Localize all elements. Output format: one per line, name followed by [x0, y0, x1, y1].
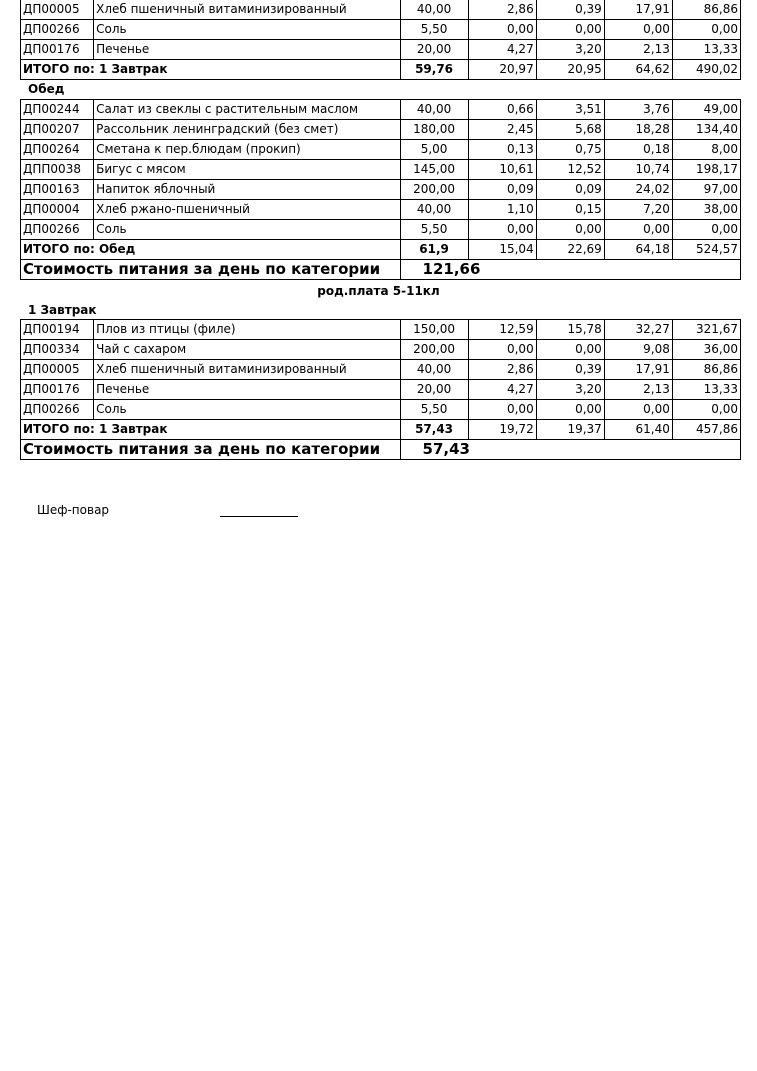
- dish-fat: 0,39: [536, 360, 604, 380]
- dish-mass: 200,00: [400, 180, 468, 200]
- dish-fat: 3,20: [536, 380, 604, 400]
- dish-name: Хлеб пшеничный витаминизированный: [94, 360, 400, 380]
- dish-fat: 0,00: [536, 400, 604, 420]
- dish-protein: 2,86: [468, 360, 536, 380]
- dish-carbs: 17,91: [604, 0, 672, 20]
- dish-code: ДП00163: [21, 180, 94, 200]
- dish-name: Хлеб ржано-пшеничный: [94, 200, 400, 220]
- dish-mass: 20,00: [400, 380, 468, 400]
- dish-fat: 12,52: [536, 160, 604, 180]
- table-row: [21, 200, 741, 220]
- table-row: [21, 220, 741, 240]
- dish-name: Салат из свеклы с растительным маслом: [94, 100, 400, 120]
- dish-protein: 0,13: [468, 140, 536, 160]
- dish-kcal: 38,00: [672, 200, 740, 220]
- dish-name: Соль: [94, 400, 400, 420]
- dish-mass: 40,00: [400, 100, 468, 120]
- daily-cost-row: [21, 260, 741, 280]
- total-row: [21, 420, 741, 440]
- dish-kcal: 0,00: [672, 400, 740, 420]
- dish-code: ДП00266: [21, 400, 94, 420]
- dish-mass: 5,50: [400, 20, 468, 40]
- total-fat: 19,37: [536, 420, 604, 440]
- dish-name: Чай с сахаром: [94, 340, 400, 360]
- table-row: [21, 20, 741, 40]
- total-row: [21, 240, 741, 260]
- dish-kcal: 8,00: [672, 140, 740, 160]
- dish-code: ДП00004: [21, 200, 94, 220]
- dish-kcal: 198,17: [672, 160, 740, 180]
- dish-fat: 3,20: [536, 40, 604, 60]
- dish-mass: 200,00: [400, 340, 468, 360]
- dish-protein: 12,59: [468, 320, 536, 340]
- dish-code: ДП00266: [21, 220, 94, 240]
- dish-fat: 0,00: [536, 340, 604, 360]
- dish-kcal: 86,86: [672, 360, 740, 380]
- table-row: [21, 380, 741, 400]
- dish-carbs: 24,02: [604, 180, 672, 200]
- dish-code: ДП00194: [21, 320, 94, 340]
- signature-line: [220, 516, 298, 517]
- dish-protein: 4,27: [468, 380, 536, 400]
- dish-fat: 15,78: [536, 320, 604, 340]
- dish-protein: 2,45: [468, 120, 536, 140]
- dish-kcal: 134,40: [672, 120, 740, 140]
- dish-carbs: 0,18: [604, 140, 672, 160]
- dish-fat: 0,00: [536, 220, 604, 240]
- dish-name: Напиток яблочный: [94, 180, 400, 200]
- dish-protein: 0,09: [468, 180, 536, 200]
- dish-fat: 0,39: [536, 0, 604, 20]
- dish-fat: 0,75: [536, 140, 604, 160]
- total-label: ИТОГО по: 1 Завтрак: [21, 420, 401, 440]
- dish-carbs: 18,28: [604, 120, 672, 140]
- dish-carbs: 2,13: [604, 40, 672, 60]
- dish-carbs: 10,74: [604, 160, 672, 180]
- total-carbs: 61,40: [604, 420, 672, 440]
- dish-code: ДПП0038: [21, 160, 94, 180]
- breakfast-continued-table: [20, 0, 741, 80]
- dish-code: ДП00207: [21, 120, 94, 140]
- dish-kcal: 0,00: [672, 220, 740, 240]
- dish-kcal: 13,33: [672, 40, 740, 60]
- total-protein: 19,72: [468, 420, 536, 440]
- dish-name: Хлеб пшеничный витаминизированный: [94, 0, 400, 20]
- table-row: [21, 160, 741, 180]
- category2-breakfast-table: [20, 319, 741, 460]
- dish-carbs: 2,13: [604, 380, 672, 400]
- total-label: ИТОГО по: 1 Завтрак: [21, 60, 401, 80]
- dish-protein: 0,00: [468, 400, 536, 420]
- dish-protein: 0,00: [468, 220, 536, 240]
- dish-name: Сметана к пер.блюдам (прокип): [94, 140, 400, 160]
- dish-carbs: 3,76: [604, 100, 672, 120]
- total-mass: 57,43: [400, 420, 468, 440]
- signature-label: Шеф-повар: [37, 503, 110, 517]
- table-row: [21, 400, 741, 420]
- daily-cost-value: 121,66: [400, 260, 740, 280]
- dish-mass: 5,00: [400, 140, 468, 160]
- dish-code: ДП00244: [21, 100, 94, 120]
- dish-mass: 150,00: [400, 320, 468, 340]
- dish-code: ДП00334: [21, 340, 94, 360]
- dish-protein: 10,61: [468, 160, 536, 180]
- table-row: [21, 360, 741, 380]
- dish-code: ДП00176: [21, 40, 94, 60]
- dish-carbs: 32,27: [604, 320, 672, 340]
- daily-cost-value: 57,43: [400, 440, 740, 460]
- total-carbs: 64,18: [604, 240, 672, 260]
- dish-mass: 40,00: [400, 0, 468, 20]
- total-kcal: 524,57: [672, 240, 740, 260]
- total-mass: 59,76: [400, 60, 468, 80]
- table-row: [21, 100, 741, 120]
- dish-protein: 4,27: [468, 40, 536, 60]
- dish-mass: 5,50: [400, 220, 468, 240]
- dish-kcal: 49,00: [672, 100, 740, 120]
- lunch-table: [20, 99, 741, 280]
- table-row: [21, 0, 741, 20]
- daily-cost-label: Стоимость питания за день по категории: [21, 440, 401, 460]
- total-fat: 20,95: [536, 60, 604, 80]
- dish-fat: 3,51: [536, 100, 604, 120]
- category2-breakfast-table-block: [20, 319, 741, 460]
- table-row: [21, 180, 741, 200]
- total-label: ИТОГО по: Обед: [21, 240, 401, 260]
- daily-cost-label: Стоимость питания за день по категории: [21, 260, 401, 280]
- dish-code: ДП00264: [21, 140, 94, 160]
- total-kcal: 490,02: [672, 60, 740, 80]
- dish-code: ДП00266: [21, 20, 94, 40]
- dish-kcal: 0,00: [672, 20, 740, 40]
- dish-kcal: 86,86: [672, 0, 740, 20]
- dish-code: ДП00176: [21, 380, 94, 400]
- dish-name: Соль: [94, 220, 400, 240]
- dish-name: Печенье: [94, 380, 400, 400]
- lunch-table-block: [20, 99, 741, 280]
- total-mass: 61,9: [400, 240, 468, 260]
- dish-code: ДП00005: [21, 360, 94, 380]
- table-row: [21, 320, 741, 340]
- dish-carbs: 17,91: [604, 360, 672, 380]
- dish-mass: 40,00: [400, 360, 468, 380]
- dish-fat: 0,00: [536, 20, 604, 40]
- dish-name: Плов из птицы (филе): [94, 320, 400, 340]
- dish-name: Бигус с мясом: [94, 160, 400, 180]
- section-title-lunch: Обед: [28, 82, 65, 96]
- table-row: [21, 120, 741, 140]
- dish-mass: 5,50: [400, 400, 468, 420]
- dish-protein: 1,10: [468, 200, 536, 220]
- total-protein: 15,04: [468, 240, 536, 260]
- dish-mass: 40,00: [400, 200, 468, 220]
- dish-carbs: 0,00: [604, 400, 672, 420]
- dish-carbs: 0,00: [604, 220, 672, 240]
- table-row: [21, 40, 741, 60]
- total-carbs: 64,62: [604, 60, 672, 80]
- dish-carbs: 9,08: [604, 340, 672, 360]
- dish-kcal: 13,33: [672, 380, 740, 400]
- table-row: [21, 340, 741, 360]
- total-row: [21, 60, 741, 80]
- category-title: род.плата 5-11кл: [317, 284, 440, 298]
- dish-protein: 0,66: [468, 100, 536, 120]
- dish-name: Печенье: [94, 40, 400, 60]
- breakfast-continued-table-block: [20, 0, 741, 80]
- table-row: [21, 140, 741, 160]
- dish-protein: 0,00: [468, 20, 536, 40]
- dish-protein: 0,00: [468, 340, 536, 360]
- dish-fat: 0,09: [536, 180, 604, 200]
- dish-fat: 0,15: [536, 200, 604, 220]
- dish-kcal: 321,67: [672, 320, 740, 340]
- total-fat: 22,69: [536, 240, 604, 260]
- dish-code: ДП00005: [21, 0, 94, 20]
- dish-fat: 5,68: [536, 120, 604, 140]
- dish-mass: 180,00: [400, 120, 468, 140]
- dish-name: Соль: [94, 20, 400, 40]
- total-protein: 20,97: [468, 60, 536, 80]
- dish-mass: 145,00: [400, 160, 468, 180]
- dish-protein: 2,86: [468, 0, 536, 20]
- section-title-breakfast: 1 Завтрак: [28, 303, 97, 317]
- daily-cost-row: [21, 440, 741, 460]
- dish-carbs: 7,20: [604, 200, 672, 220]
- dish-kcal: 97,00: [672, 180, 740, 200]
- dish-mass: 20,00: [400, 40, 468, 60]
- dish-carbs: 0,00: [604, 20, 672, 40]
- dish-name: Рассольник ленинградский (без смет): [94, 120, 400, 140]
- dish-kcal: 36,00: [672, 340, 740, 360]
- total-kcal: 457,86: [672, 420, 740, 440]
